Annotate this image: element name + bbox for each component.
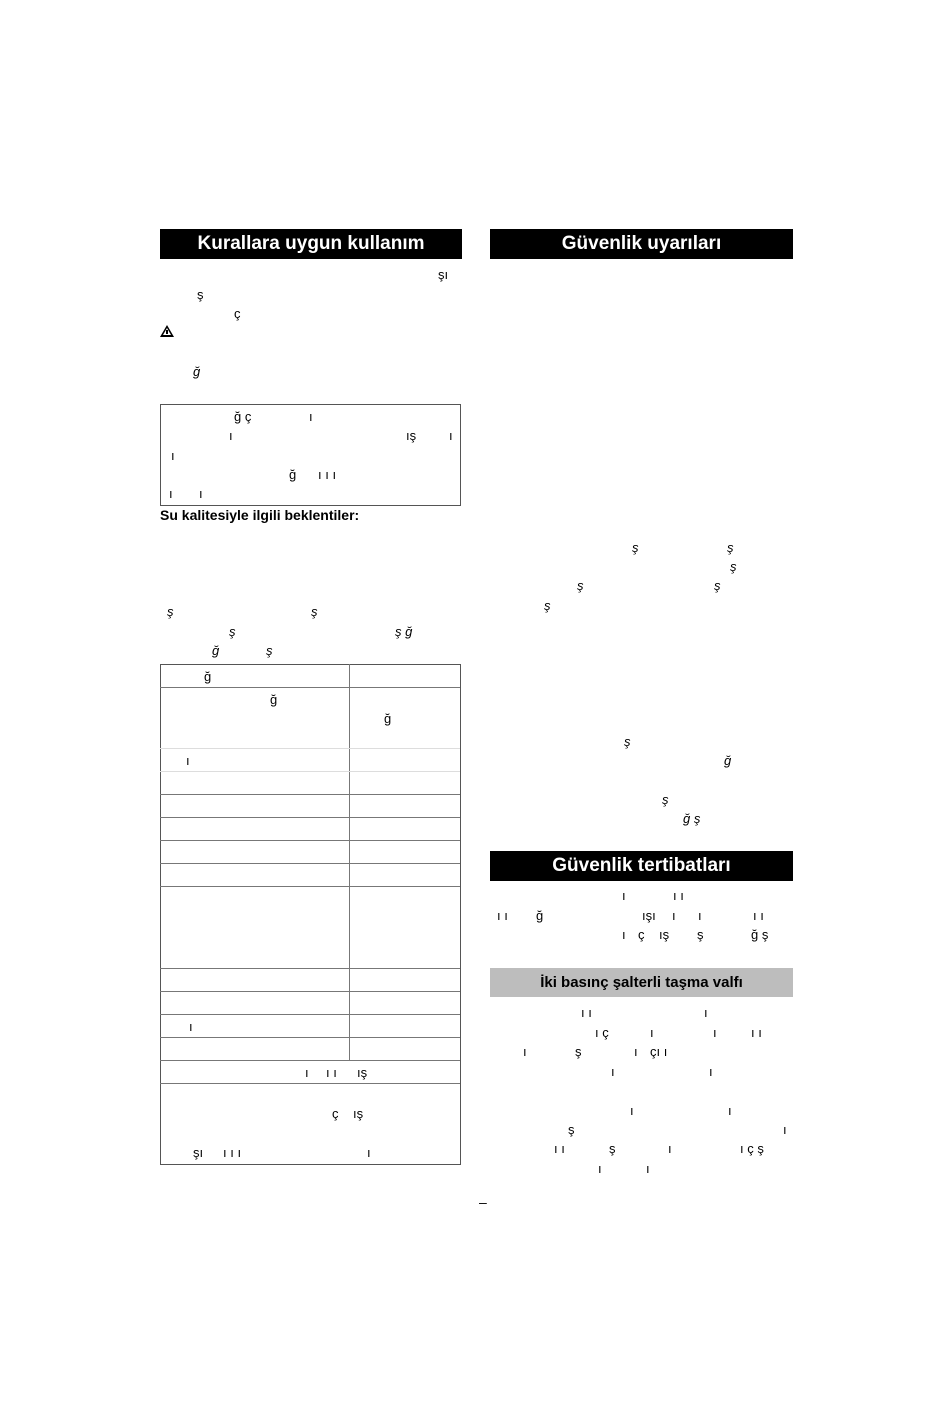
note-fragment: ı ı ı xyxy=(318,467,337,482)
note-fragment: ı xyxy=(309,409,313,424)
valf-fragment: ı xyxy=(611,1064,615,1079)
valf-fragment: çı ı xyxy=(650,1044,668,1059)
table-row-line xyxy=(160,771,460,772)
water-quality-title: Su kalitesiyle ilgili beklentiler: xyxy=(160,507,360,523)
table-row-line xyxy=(160,817,460,818)
valf-fragment: ş xyxy=(568,1122,575,1137)
water-fragment: ş xyxy=(311,604,318,619)
table-row-line xyxy=(160,748,460,749)
table-row-line xyxy=(160,794,460,795)
tertibat-fragment: ı xyxy=(622,888,626,903)
table-fragment: ğ xyxy=(270,692,278,707)
valf-fragment: ı ı xyxy=(554,1141,565,1156)
heading-guvenlik-uyarilari: Güvenlik uyarıları xyxy=(490,229,793,259)
safety-fragment: ş xyxy=(544,598,551,613)
table-fragment: şı xyxy=(193,1145,204,1160)
note-fragment: ı xyxy=(199,486,203,501)
safety-fragment: ş xyxy=(577,578,584,593)
valf-fragment: ı ç xyxy=(595,1025,609,1040)
tertibat-fragment: ı ı xyxy=(753,908,764,923)
table-fragment: ı ı ı xyxy=(223,1145,242,1160)
intro-fragment: ç xyxy=(234,306,241,321)
table-fragment: ış xyxy=(353,1106,364,1121)
water-fragment: ş xyxy=(229,624,236,639)
table-row-line xyxy=(160,863,460,864)
valf-fragment: ı xyxy=(630,1103,634,1118)
tertibat-fragment: ı xyxy=(698,908,702,923)
safety-fragment: ş xyxy=(624,734,631,749)
valf-fragment: ı xyxy=(783,1122,787,1137)
table-fragment: ı xyxy=(305,1065,309,1080)
page-number: – xyxy=(479,1194,487,1210)
note-fragment: ı xyxy=(229,428,233,443)
table-row-line xyxy=(160,1083,460,1084)
warning-icon xyxy=(160,325,174,338)
table-row-line xyxy=(160,886,460,887)
table-row-line xyxy=(160,968,460,969)
table-fragment: ı xyxy=(367,1145,371,1160)
water-fragment: ş xyxy=(167,604,174,619)
valf-fragment: ş xyxy=(575,1044,582,1059)
tertibat-fragment: ışı xyxy=(642,908,656,923)
valf-fragment: ı xyxy=(523,1044,527,1059)
table-fragment: ı xyxy=(189,1019,193,1034)
table-row-line xyxy=(160,1037,460,1038)
note-fragment: ı xyxy=(449,428,453,443)
tertibat-fragment: ı xyxy=(672,908,676,923)
table-row-line xyxy=(160,991,460,992)
valf-fragment: ş xyxy=(609,1141,616,1156)
valf-fragment: ı xyxy=(634,1044,638,1059)
table-row-line xyxy=(160,687,460,688)
safety-fragment: ş xyxy=(714,578,721,593)
intro-fragment: şı xyxy=(438,267,449,282)
tertibat-fragment: ı xyxy=(622,927,626,942)
tertibat-fragment: ğ ş xyxy=(751,927,769,942)
heading-guvenlik-tertibatlari: Güvenlik tertibatları xyxy=(490,851,793,881)
note-fragment: ı xyxy=(171,448,175,463)
valf-fragment: ı xyxy=(728,1103,732,1118)
table-fragment: ış xyxy=(357,1065,368,1080)
valf-fragment: ı xyxy=(598,1161,602,1176)
valf-fragment: ı xyxy=(668,1141,672,1156)
valf-fragment: ı ı xyxy=(751,1025,762,1040)
table-fragment: ı ı xyxy=(326,1065,337,1080)
safety-fragment: ş xyxy=(632,540,639,555)
valf-fragment: ı xyxy=(704,1005,708,1020)
valf-fragment: ı xyxy=(713,1025,717,1040)
note-fragment: ğ xyxy=(289,467,297,482)
valf-fragment: ı ı xyxy=(581,1005,592,1020)
table-fragment: ı xyxy=(186,753,190,768)
tertibat-fragment: ş xyxy=(697,927,704,942)
tertibat-fragment: ç xyxy=(638,927,645,942)
safety-fragment: ğ ş xyxy=(683,811,701,826)
note-fragment: ış xyxy=(406,428,417,443)
table-fragment: ç xyxy=(332,1106,339,1121)
safety-fragment: ş xyxy=(662,792,669,807)
intro-fragment: ğ xyxy=(193,364,201,379)
safety-fragment: ş xyxy=(727,540,734,555)
tertibat-fragment: ış xyxy=(659,927,670,942)
water-fragment: ş xyxy=(266,643,273,658)
table-fragment: ğ xyxy=(384,711,392,726)
valf-fragment: ı ç ş xyxy=(740,1141,764,1156)
heading-kurallara: Kurallara uygun kullanım xyxy=(160,229,462,259)
water-quality-table xyxy=(160,664,461,1165)
water-fragment: ş ğ xyxy=(395,624,413,639)
table-row-line xyxy=(160,1060,460,1061)
water-fragment: ğ xyxy=(212,643,220,658)
valf-fragment: ı xyxy=(709,1064,713,1079)
safety-fragment: ş xyxy=(730,559,737,574)
table-fragment: ğ xyxy=(204,669,212,684)
table-divider xyxy=(349,664,350,1060)
table-row-line xyxy=(160,840,460,841)
subheading-iki-basinc: İki basınç şalterli taşma valfı xyxy=(490,968,793,997)
table-row-line xyxy=(160,1014,460,1015)
tertibat-fragment: ı ı xyxy=(673,888,684,903)
tertibat-fragment: ı ı xyxy=(497,908,508,923)
safety-fragment: ğ xyxy=(724,753,732,768)
note-fragment: ı xyxy=(169,486,173,501)
intro-fragment: ş xyxy=(197,287,204,302)
tertibat-fragment: ğ xyxy=(536,908,544,923)
valf-fragment: ı xyxy=(646,1161,650,1176)
note-fragment: ğ ç xyxy=(234,409,252,424)
valf-fragment: ı xyxy=(650,1025,654,1040)
